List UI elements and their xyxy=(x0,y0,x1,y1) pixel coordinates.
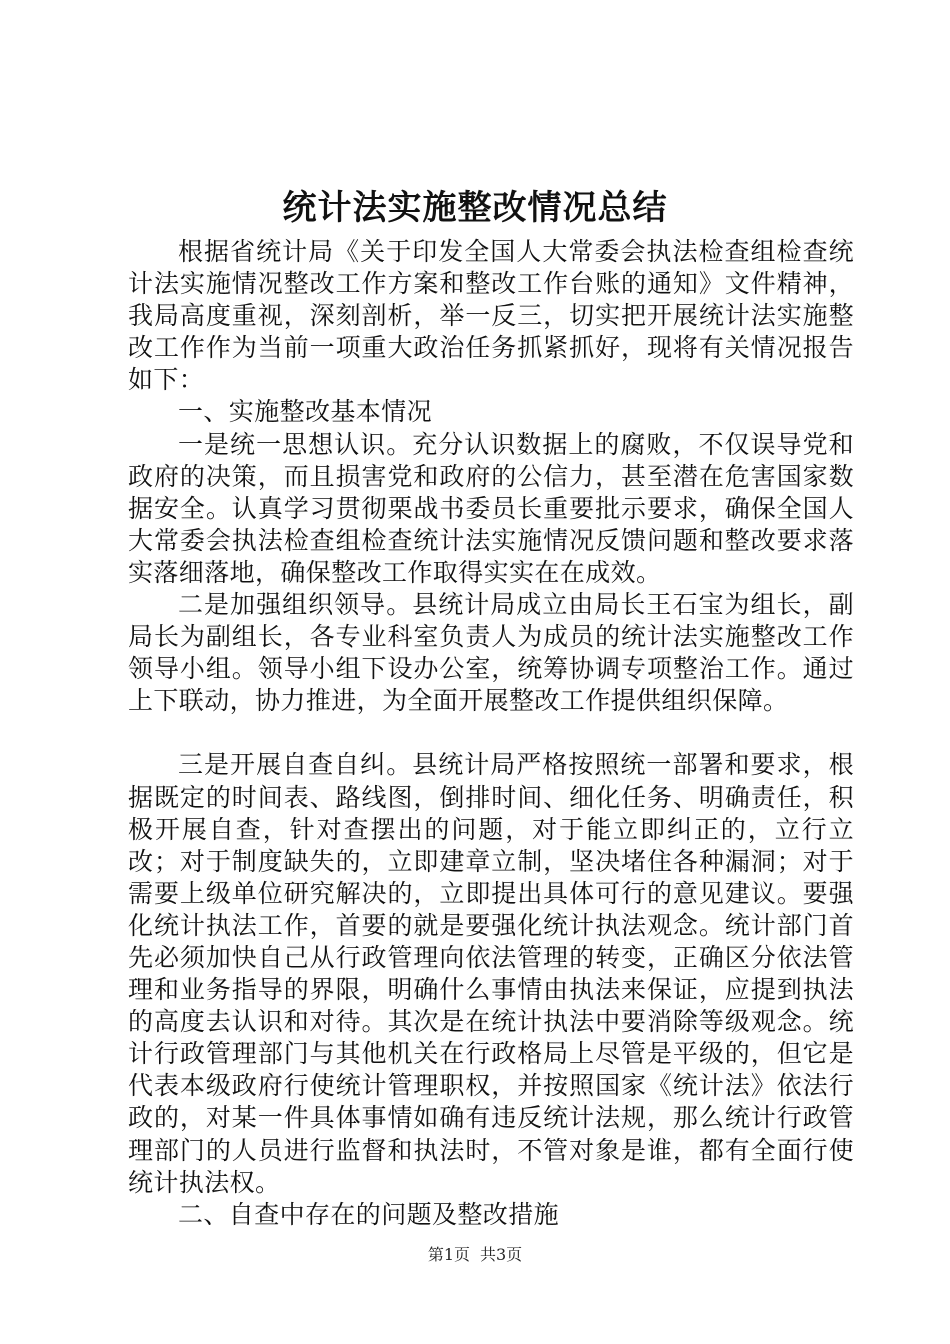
paragraph-point-1: 一是统一思想认识。充分认识数据上的腐败，不仅误导党和政府的决策，而且损害党和政府的公信力，甚至潜在危害国家数据安全。认真学习贯彻栗战书委员长重要批示要求，确保全国人大常委会执法检查组检查统计法实施情况反馈问题和整改要求落实落细落地，确保整改工作取得实实在在成效。 xyxy=(128,429,854,587)
page-number: 第1页 xyxy=(427,1245,470,1264)
paragraph-intro: 根据省统计局《关于印发全国人大常委会执法检查组检查统计法实施情况整改工作方案和整改工作台账的通知》文件精神，我局高度重视，深刻剖析，举一反三，切实把开展统计法实施整改工作作为当前一项重大政治任务抓紧抓好，现将有关情况报告如下： xyxy=(128,237,854,395)
document-body xyxy=(128,236,854,1231)
page-total: 共3页 xyxy=(480,1245,523,1264)
paragraph-point-3: 三是开展自查自纠。县统计局严格按照统一部署和要求，根据既定的时间表、路线图，倒排时间、细化任务、明确责任，积极开展自查，针对查摆出的问题，对于能立即纠正的，立行立改；对于制度缺失的，立即建章立制，坚决堵住各种漏洞；对于需要上级单位研究解决的，立即提出具体可行的意见建议。要强化统计执法工作，首要的就是要强化统计执法观念。统计部门首先必须加快自己从行政管理向依法管理的转变，正确区分依法管理和业务指导的界限，明确什么事情由执法来保证，应提到执法的高度去认识和对待。其次是在统计执法中要消除等级观念。统计行政管理部门与其他机关在行政格局上尽管是平级的，但它是代表本级政府行使统计管理职权，并按照国家《统计法》依法行政的，对某一件具体事情如确有违反统计法规，那么统计行政管理部门的人员进行监督和执法时，不管对象是谁，都有全面行使统计执法权。 xyxy=(128,750,854,1197)
document-title: 统计法实施整改情况总结 xyxy=(282,188,668,228)
section-heading-1: 一、实施整改基本情况 xyxy=(178,397,433,427)
paragraph-point-2: 二是加强组织领导。县统计局成立由局长王石宝为组长，副局长为副组长，各专业科室负责人为成员的统计法实施整改工作领导小组。领导小组下设办公室，统筹协调专项整治工作。通过上下联动，协力推进，为全面开展整改工作提供组织保障。 xyxy=(128,590,854,716)
page-footer xyxy=(0,1244,950,1266)
section-heading-2: 二、自查中存在的问题及整改措施 xyxy=(178,1199,560,1229)
